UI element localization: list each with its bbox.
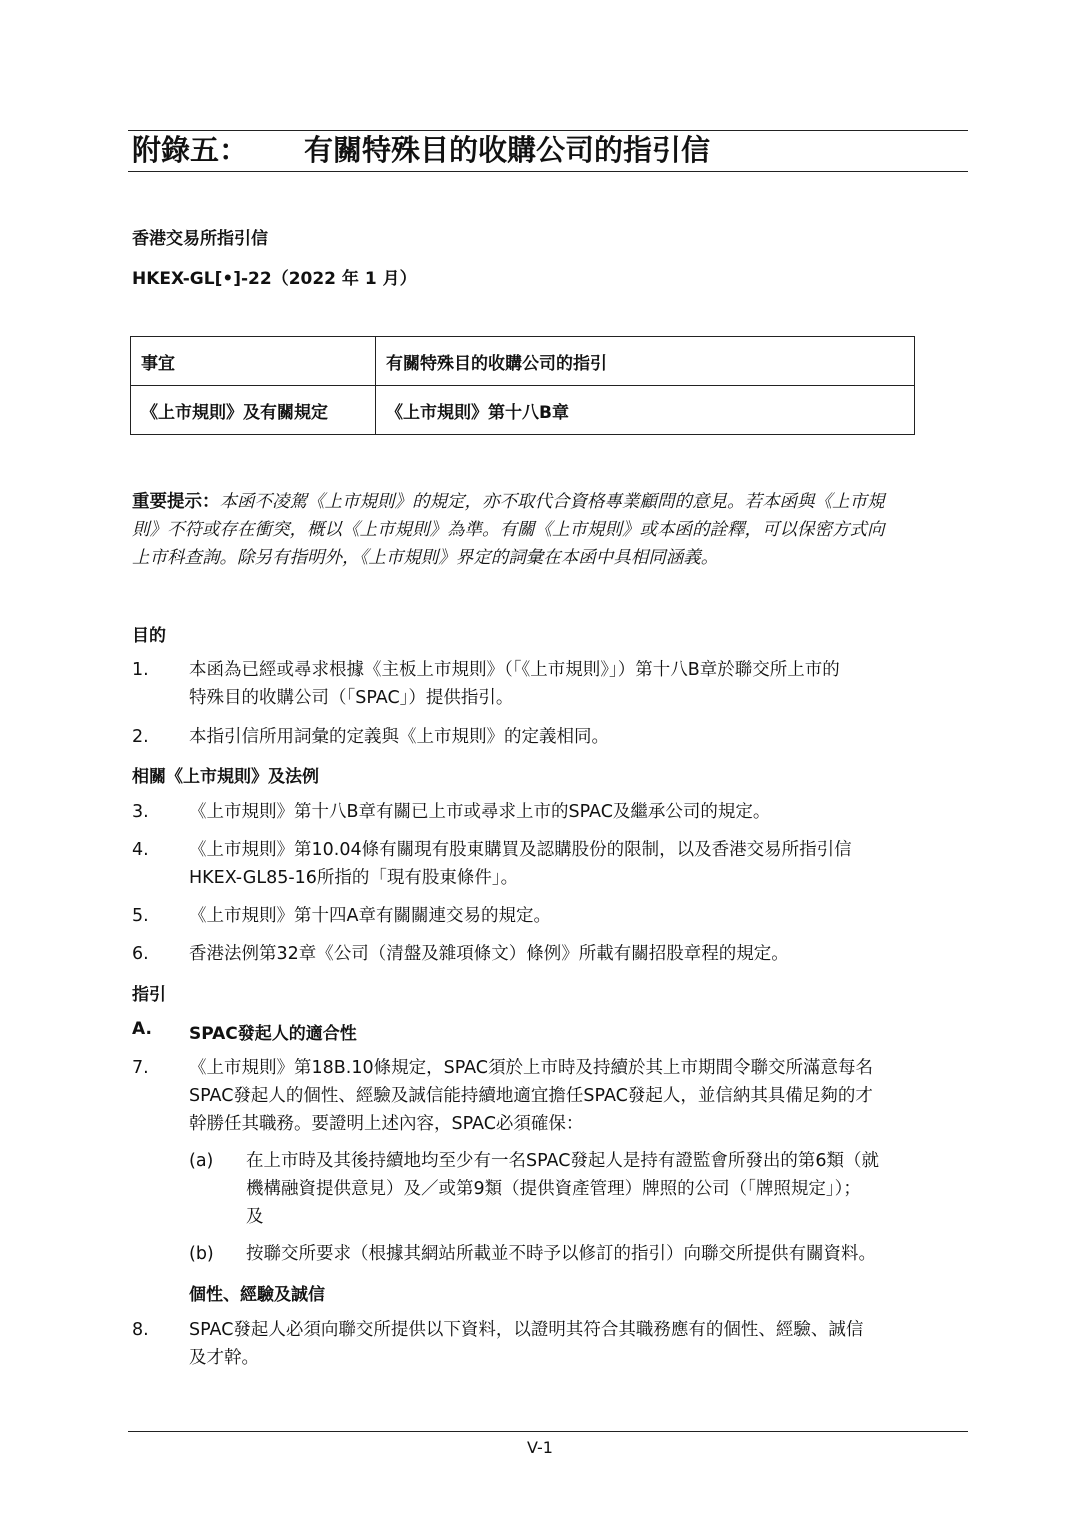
list-item	[189, 1316, 969, 1372]
list-item	[189, 723, 969, 751]
list-item	[189, 902, 969, 930]
appendix-label: 附錄五：	[132, 133, 249, 167]
list-item	[189, 1054, 969, 1138]
important-notice	[132, 488, 968, 572]
letter-type: 香港交易所指引信	[132, 229, 268, 249]
section-heading-rules: 相關《上市規則》及法例	[132, 767, 319, 787]
item-text: 《上市規則》第10.04條有關現有股東購買及認購股份的限制，以及香港交易所指引信	[189, 840, 852, 860]
item-text: 本函為已經或尋求根據《主板上市規則》（「《上市規則》」）第十八B章於聯交所上市的	[189, 660, 840, 680]
item-text: 及才幹。	[189, 1348, 259, 1368]
item-text: 及	[246, 1207, 264, 1227]
metadata-table	[130, 336, 915, 435]
item-text: 按聯交所要求（根據其網站所載並不時予以修訂的指引）向聯交所提供有關資料。	[246, 1244, 876, 1264]
item-number: 3.	[132, 802, 149, 822]
page-number: V-1	[527, 1438, 553, 1457]
list-item	[189, 940, 969, 968]
list-item	[189, 836, 969, 892]
page-title: 有關特殊目的收購公司的指引信	[304, 133, 711, 167]
table-row	[131, 337, 915, 386]
item-number: 8.	[132, 1320, 149, 1340]
table-cell-value: 《上市規則》第十八B章	[376, 386, 915, 435]
item-text: 本指引信所用詞彙的定義與《上市規則》的定義相同。	[189, 727, 609, 747]
subsection-letter: A.	[132, 1019, 152, 1039]
sub-item-marker: (a)	[189, 1151, 214, 1171]
subsection-title: SPAC發起人的適合性	[189, 1024, 357, 1044]
notice-line: 則》不符或存在衝突，概以《上市規則》為準。有關《上市規則》或本函的詮釋，可以保密方式向	[132, 520, 885, 540]
section-heading-guidance: 指引	[132, 985, 166, 1005]
item-number: 5.	[132, 906, 149, 926]
item-text: 《上市規則》第18B.10條規定，SPAC須於上市時及持續於其上市期間令聯交所滿意每名	[189, 1058, 874, 1078]
table-row	[131, 386, 915, 435]
item-text: 《上市規則》第十四A章有關關連交易的規定。	[189, 906, 551, 926]
table-cell-key: 《上市規則》及有關規定	[131, 386, 376, 435]
sub-list-item	[246, 1240, 968, 1268]
item-text: 在上市時及其後持續地均至少有一名SPAC發起人是持有證監會所發出的第6類（就	[246, 1151, 880, 1171]
subheading: 個性、經驗及誠信	[189, 1285, 325, 1305]
letter-reference: HKEX-GL[•]-22（2022 年 1 月）	[132, 269, 417, 289]
item-text: HKEX-GL85-16所指的「現有股東條件」。	[189, 868, 519, 888]
item-number: 6.	[132, 944, 149, 964]
title-rule	[128, 171, 968, 172]
item-text: SPAC發起人的個性、經驗及誠信能持續地適宜擔任SPAC發起人，並信納其具備足夠的才	[189, 1086, 873, 1106]
sub-list-item	[246, 1147, 968, 1231]
sub-item-marker: (b)	[189, 1244, 214, 1264]
list-item	[189, 656, 969, 712]
notice-line: 本函不凌駕《上市規則》的規定，亦不取代合資格專業顧問的意見。若本函與《上市規	[219, 492, 885, 512]
item-number: 4.	[132, 840, 149, 860]
notice-lead: 重要提示：	[132, 492, 220, 512]
item-number: 2.	[132, 727, 149, 747]
item-text: 《上市規則》第十八B章有關已上市或尋求上市的SPAC及繼承公司的規定。	[189, 802, 771, 822]
section-heading-purpose: 目的	[132, 626, 166, 646]
footer-rule	[128, 1431, 968, 1432]
appendix-heading	[132, 130, 968, 170]
item-text: 機構融資提供意見）及／或第9類（提供資產管理）牌照的公司（「牌照規定」）；	[246, 1179, 861, 1199]
item-number: 7.	[132, 1058, 149, 1078]
item-text: 特殊目的收購公司（「SPAC」）提供指引。	[189, 688, 514, 708]
notice-line: 上市科查詢。除另有指明外，《上市規則》界定的詞彙在本函中具相同涵義。	[132, 548, 719, 568]
item-text: SPAC發起人必須向聯交所提供以下資料，以證明其符合其職務應有的個性、經驗、誠信	[189, 1320, 864, 1340]
item-text: 幹勝任其職務。要證明上述內容，SPAC必須確保：	[189, 1114, 584, 1134]
list-item	[189, 798, 969, 826]
table-cell-key: 事宜	[131, 337, 376, 386]
table-cell-value: 有關特殊目的收購公司的指引	[376, 337, 915, 386]
item-number: 1.	[132, 660, 149, 680]
item-text: 香港法例第32章《公司（清盤及雜項條文）條例》所載有關招股章程的規定。	[189, 944, 789, 964]
